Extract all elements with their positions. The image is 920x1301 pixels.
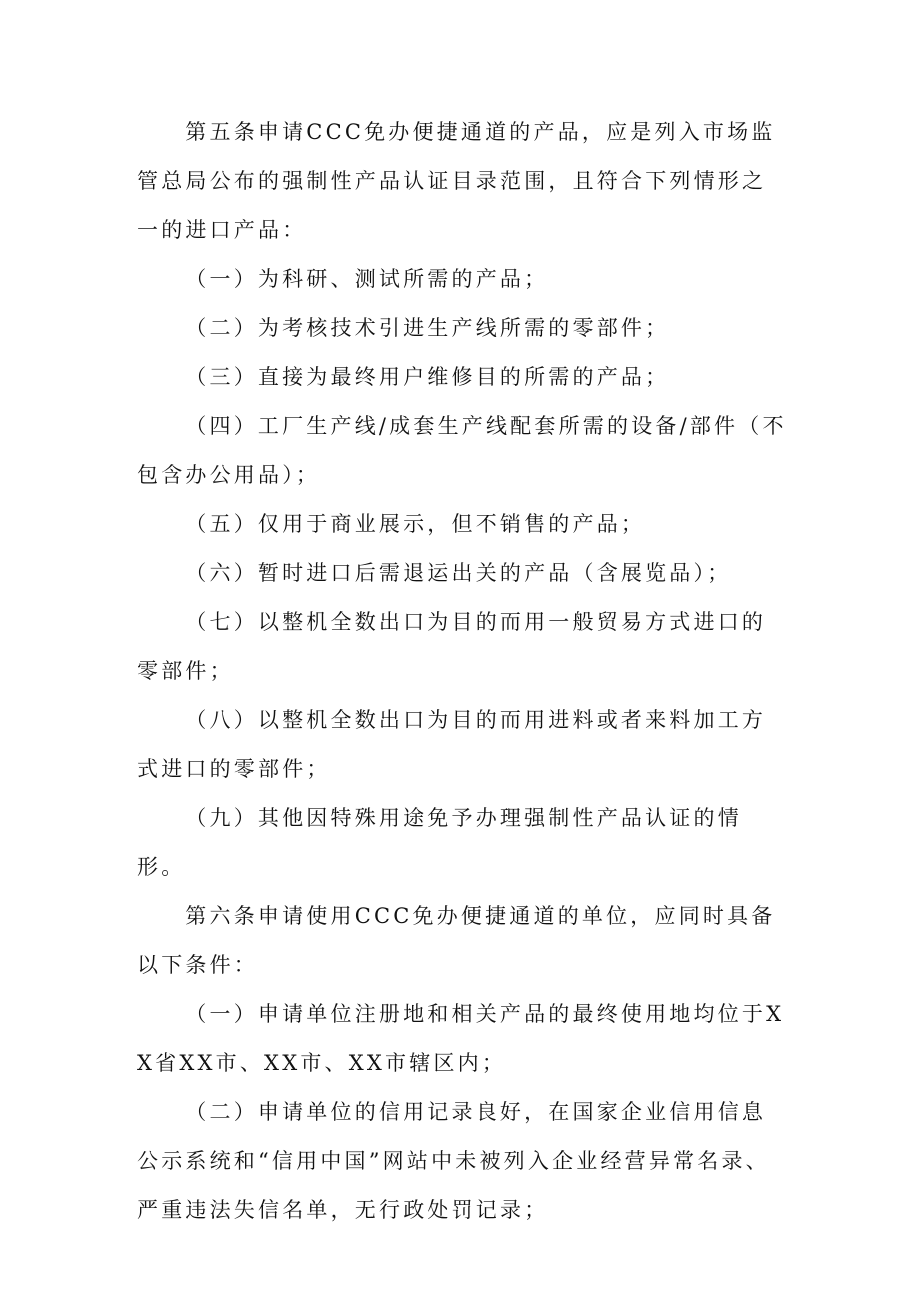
article-5-item-3: （三）直接为最终用户维修目的所需的产品；: [185, 365, 670, 389]
article-5-item-8: （八）以整机全数出口为目的而用进料或者来料加工方式进口的零部件；: [137, 708, 767, 781]
article-5-item-5: （五）仅用于商业展示，但不销售的产品；: [185, 512, 646, 536]
article-6-item-1: （一）申请单位注册地和相关产品的最终使用地均位于XX省XX市、XX市、XX市辖区内；: [137, 1002, 785, 1075]
article-5-item-2: （二）为考核技术引进生产线所需的零部件；: [185, 316, 670, 340]
article-6-item-2: （二）申请单位的信用记录良好，在国家企业信用信息公示系统和“信用中国”网站中未被列入企业经营异常名录、严重违法失信名单，无行政处罚记录；: [137, 1100, 770, 1222]
article-5-item-6: （六）暂时进口后需退运出关的产品（含展览品）；: [185, 561, 732, 585]
article-5-item-7: （七）以整机全数出口为目的而用一般贸易方式进口的零部件；: [137, 610, 767, 683]
article-5-item-4: （四）工厂生产线/成套生产线配套所需的设备/部件（不包含办公用品）；: [137, 414, 787, 487]
article-6-intro-paragraph: 第六条申请使用CCC免办便捷通道的单位，应同时具备以下条件：: [137, 904, 776, 977]
document-body: [137, 108, 787, 1235]
article-5-item-1: （一）为科研、测试所需的产品；: [185, 267, 549, 291]
article-5-intro-paragraph: 第五条申请CCC免办便捷通道的产品，应是列入市场监管总局公布的强制性产品认证目录范围，且符合下列情形之一的进口产品：: [137, 120, 776, 242]
article-5-item-9: （九）其他因特殊用途免予办理强制性产品认证的情形。: [137, 806, 742, 879]
